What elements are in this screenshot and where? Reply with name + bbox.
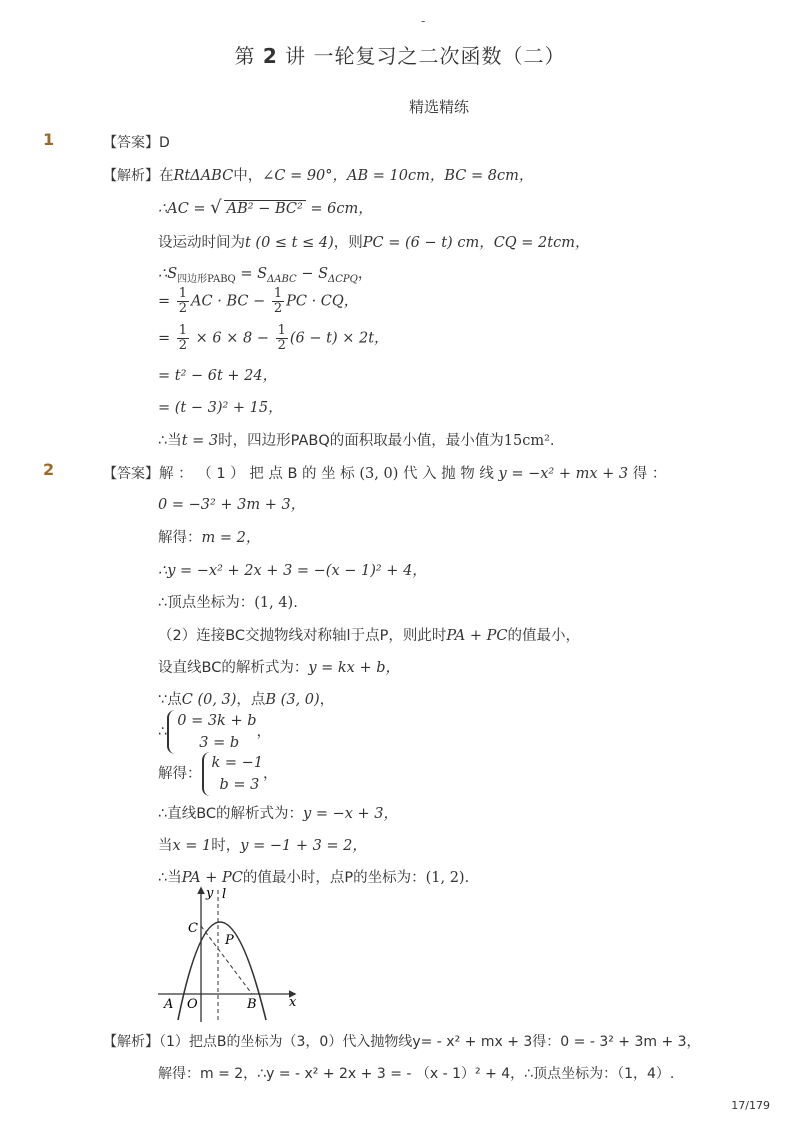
page-number: 17/179 xyxy=(731,1099,770,1112)
q2-l8-a: ∵点 xyxy=(158,692,182,708)
q2-l6-c: 的值最小， xyxy=(507,628,580,644)
equation-system-1 xyxy=(167,710,256,754)
q1-l4-d: ， xyxy=(357,266,373,282)
q1-analysis-line-1 xyxy=(103,164,533,185)
q2-line-11 xyxy=(158,802,398,823)
q2-line-12 xyxy=(158,834,367,855)
q1-l4-sub2: ΔABC xyxy=(267,273,297,285)
q2-l11-a: ∴直线BC的解析式为： xyxy=(158,806,304,822)
header-dash: - xyxy=(421,14,426,28)
q1-analysis-line-8: = (t − 3)² + 15， xyxy=(158,400,283,416)
q2-l12-b: x = 1 xyxy=(172,838,212,854)
q2-answer-tag: 【答案】 xyxy=(103,466,159,482)
q1-l3-b: t (0 ≤ t ≤ 4) xyxy=(245,235,334,251)
q2-l13-e: . xyxy=(464,870,470,886)
q2-l5-b: (1, 4) xyxy=(254,595,294,611)
q2-answer-line-1 xyxy=(103,462,666,483)
q2-analysis-line-2: 解得：m = 2，∴y = - x² + 2x + 3 = - （x - 1）² + 4，∴顶点坐标为：（1，4）. xyxy=(158,1066,675,1082)
q2-l1-a: 解 ： （ 1 ） 把 点 B 的 坐 标 xyxy=(159,466,360,482)
q2-l3-a: 解得： xyxy=(158,530,202,546)
q2-line-10-system xyxy=(158,752,278,796)
q2-l10-e: ， xyxy=(263,766,278,782)
q1-analysis-line-6 xyxy=(158,324,389,353)
q2-l8-e: ， xyxy=(319,692,335,708)
q1-analysis-line-4 xyxy=(158,262,372,285)
q1-l4-c: − S xyxy=(296,266,329,282)
section-subtitle: 精选精练 xyxy=(408,98,469,116)
label-l: l xyxy=(222,887,227,902)
q2-l7-a: 设直线BC的解析式为： xyxy=(158,660,309,676)
q2-l1-b: (3, 0) xyxy=(359,466,399,482)
q2-l8-d: B (3, 0) xyxy=(265,692,320,708)
q1-l6-a: = xyxy=(158,330,175,347)
q1-l3-c: ，则 xyxy=(333,235,363,251)
q1-l4-a: ∴S xyxy=(158,266,178,282)
q1-answer-tag: 【答案】 xyxy=(103,135,159,151)
q2-l9-a: ∴ xyxy=(158,724,168,740)
q1-l3-d: PC = (6 − t) cm，CQ = 2tcm， xyxy=(362,235,590,251)
half-fraction: $\frac{1}{2}$ xyxy=(178,286,188,316)
q1-l3-a: 设运动时间为 xyxy=(158,235,245,251)
system-1-row-1: 0 = 3k + b xyxy=(177,713,257,729)
q1-l2-a: ∴AC = xyxy=(158,201,211,217)
q2-analysis-line-1 xyxy=(103,1031,701,1051)
label-o: O xyxy=(187,997,198,1012)
q2-l6-b: PA + PC xyxy=(446,628,508,644)
q1-l9-c: 时，四边形PABQ的面积取最小值，最小值为 xyxy=(218,433,504,449)
q1-l1-math-b: RtΔABC xyxy=(173,168,234,184)
q2-l1-d: y = −x² + mx + 3 xyxy=(498,466,629,482)
q1-l4-sub1: 四边形PABQ xyxy=(177,273,236,285)
q1-l9-b: t = 3 xyxy=(181,433,219,449)
q2-l6-a: （2）连接BC交抛物线对称轴l于点P，则此时 xyxy=(158,628,447,644)
half-fraction: $\frac{1}{2}$ xyxy=(277,323,286,353)
q2-l13-c: 的值最小时，点P的坐标为： xyxy=(242,870,426,886)
q2-line-9-system xyxy=(158,710,271,754)
q2-analysis-tag: 【解析】 xyxy=(103,1034,159,1050)
q1-analysis-tag: 【解析】 xyxy=(103,168,159,184)
q1-analysis-line-5 xyxy=(158,287,358,316)
q1-l9-d: 15cm² xyxy=(503,433,550,449)
label-y: y xyxy=(206,886,214,901)
q1-analysis-line-7: = t² − 6t + 24， xyxy=(158,368,278,384)
q1-l9-e: . xyxy=(549,433,555,449)
q2-l8-b: C (0, 3) xyxy=(181,692,237,708)
q2-l12-c: 时， xyxy=(211,838,241,854)
question-2-number: 2 xyxy=(43,460,55,479)
q1-l4-b: = S xyxy=(235,266,268,282)
q2-l13-b: PA + PC xyxy=(181,870,243,886)
q2-line-3 xyxy=(158,526,260,547)
q1-l6-b: × 6 × 8 − xyxy=(191,330,274,347)
system-1-row-2: 3 = b xyxy=(199,735,240,751)
label-b: B xyxy=(247,997,257,1012)
title-prefix: 第 xyxy=(234,44,256,68)
system-2-row-1: k = −1 xyxy=(211,755,264,771)
q2-line-5 xyxy=(158,591,298,612)
q2-l12-a: 当 xyxy=(158,838,173,854)
q2-l1-e: 得 ： xyxy=(628,466,667,482)
q2-l12-d: y = −1 + 3 = 2， xyxy=(240,838,367,854)
label-p: P xyxy=(225,933,234,948)
q2-l10-a: 解得： xyxy=(158,766,202,782)
sqrt-symbol: √ xyxy=(210,197,222,218)
q1-l1-text-c: 中， xyxy=(233,168,263,184)
q2-analysis-text-1: （1）把点B的坐标为（3，0）代入抛物线y= - x² + mx + 3得：0 = - 3² + 3m + 3， xyxy=(159,1034,701,1050)
q1-analysis-line-9 xyxy=(158,429,555,450)
q2-line-6 xyxy=(158,624,580,645)
system-2-row-2: b = 3 xyxy=(219,777,260,793)
q1-answer-value: D xyxy=(159,135,170,151)
q2-line-2: 0 = −3² + 3m + 3， xyxy=(158,497,306,513)
q2-l11-b: y = −x + 3， xyxy=(303,806,399,822)
q1-l2-c: = 6cm， xyxy=(305,201,373,217)
q2-l9-e: ， xyxy=(256,724,271,740)
q1-answer xyxy=(103,132,170,152)
q1-analysis-line-2 xyxy=(158,197,373,218)
q1-l1-text-a: 在 xyxy=(159,168,174,184)
q2-line-7 xyxy=(158,656,400,677)
q1-l2-radicand: AB² − BC² xyxy=(224,200,306,217)
half-fraction: $\frac{1}{2}$ xyxy=(178,323,188,353)
title-number: 2 xyxy=(262,44,278,68)
q1-l5-a: = xyxy=(158,293,175,310)
page-title xyxy=(0,40,800,69)
title-suffix: 讲 一轮复习之二次函数（二） xyxy=(285,44,566,68)
question-1-number: 1 xyxy=(43,130,55,149)
equation-system-2 xyxy=(202,752,264,796)
q2-line-4: ∴y = −x² + 2x + 3 = −(x − 1)² + 4， xyxy=(158,563,427,579)
parabola-figure xyxy=(150,884,310,1024)
q2-l5-a: ∴顶点坐标为： xyxy=(158,595,255,611)
q1-l4-sub3: ΔCPQ xyxy=(328,273,358,285)
q1-l6-c: (6 − t) × 2t， xyxy=(289,330,389,347)
q2-l7-b: y = kx + b， xyxy=(308,660,401,676)
q1-l5-b: AC · BC − xyxy=(191,293,270,310)
q2-l8-c: ，点 xyxy=(236,692,266,708)
label-c: C xyxy=(188,921,198,936)
q2-l13-d: (1, 2) xyxy=(425,870,465,886)
half-fraction: $\frac{1}{2}$ xyxy=(273,286,283,316)
q2-l5-c: . xyxy=(293,595,298,611)
q2-line-8 xyxy=(158,688,334,709)
q1-analysis-line-3 xyxy=(158,231,589,252)
label-a: A xyxy=(164,997,174,1012)
q2-l13-a: ∴当 xyxy=(158,870,182,886)
q2-l3-b: m = 2， xyxy=(201,530,261,546)
q2-l1-c: 代 入 抛 物 线 xyxy=(398,466,499,482)
q1-l1-math-d: ∠C = 90°，AB = 10cm，BC = 8cm， xyxy=(262,168,534,184)
q1-l5-c: PC · CQ， xyxy=(286,293,359,310)
label-x: x xyxy=(289,995,297,1010)
q1-l9-a: ∴当 xyxy=(158,433,182,449)
